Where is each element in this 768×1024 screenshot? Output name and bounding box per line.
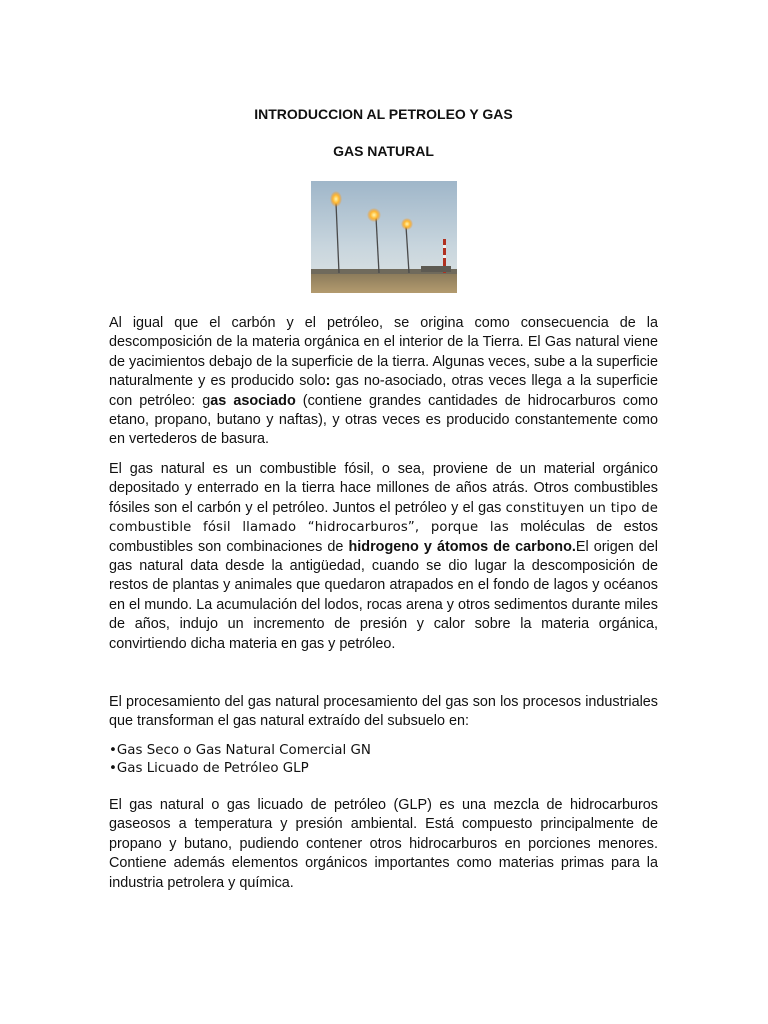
- paragraph-2-alt-text: constituyen un tipo de combustible fósil llamado “hidrocarburos”, porque las: [109, 500, 658, 536]
- paragraph-1-text-c: (contiene grandes cantidades de hidrocarburos como etano, propano, butano y naftas), y otras veces es producido constantemente como en vertederos de basura.: [109, 392, 658, 448]
- paragraph-1-colon: :: [325, 373, 331, 390]
- document-subtitle: GAS NATURAL: [333, 143, 434, 159]
- paragraph-2-text-c: El origen del gas natural data desde la antigüedad, cuando se dio lugar la descomposición de restos de plantas y animales que quedaron atrapados en el fondo de lagos y océanos en el mundo. La acumulación del lodos, rocas arena y otros sedimentos durante miles de años, indujo un incremento de presión y calor sobre la materia orgánica, convirtiendo dicha materia en gas y petróleo.: [109, 538, 659, 652]
- paragraph-4: El gas natural o gas licuado de petróleo (GLP) es una mezcla de hidrocarburos gaseosos a temperatura y presión ambiental. Está compuesto principalmente de propano y butano, pudiendo contener otros hidrocarburos en porciones menores. Contiene además elementos orgánicos importantes como materias primas para la industria petrolera y química.: [109, 797, 658, 891]
- paragraph-2: [109, 460, 658, 654]
- gas-flare-photo-icon: [311, 181, 457, 293]
- paragraph-1-bold: as asociado: [210, 392, 296, 409]
- document-title: INTRODUCCION AL PETROLEO Y GAS: [254, 106, 513, 122]
- bullet-list: [109, 742, 658, 778]
- paragraph-1-text-a: Al igual que el carbón y el petróleo, se origina como consecuencia de la descomposición de la materia orgánica en el interior de la Tierra. El Gas natural viene de yacimientos debajo de la superficie de la tierra. Algunas veces, sube a la superficie naturalmente y es producido solo: [109, 315, 658, 390]
- paragraph-2-text-b: moléculas de estos combustibles son combinaciones de: [109, 519, 658, 555]
- paragraph-1-text-b: gas no-asociado, otras veces llega a la superficie con petróleo: g: [109, 373, 658, 409]
- paragraph-3: El procesamiento del gas natural procesamiento del gas son los procesos industriales que transforman el gas natural extraído del subsuelo en:: [109, 694, 658, 730]
- list-item: •Gas Seco o Gas Natural Comercial GN: [109, 743, 371, 758]
- list-item: •Gas Licuado de Petróleo GLP: [109, 761, 309, 776]
- paragraph-1: [109, 314, 658, 450]
- paragraph-2-text-a: El gas natural es un combustible fósil, o sea, proviene de un material orgánico depositado y enterrado en la tierra hace millones de años atrás. Otros combustibles fósiles son el carbón y el petróleo. Juntos el petróleo y el gas: [109, 461, 658, 516]
- gas-flare-photo: [311, 181, 457, 293]
- paragraph-2-bold: hidrogeno y átomos de carbono.: [348, 538, 576, 555]
